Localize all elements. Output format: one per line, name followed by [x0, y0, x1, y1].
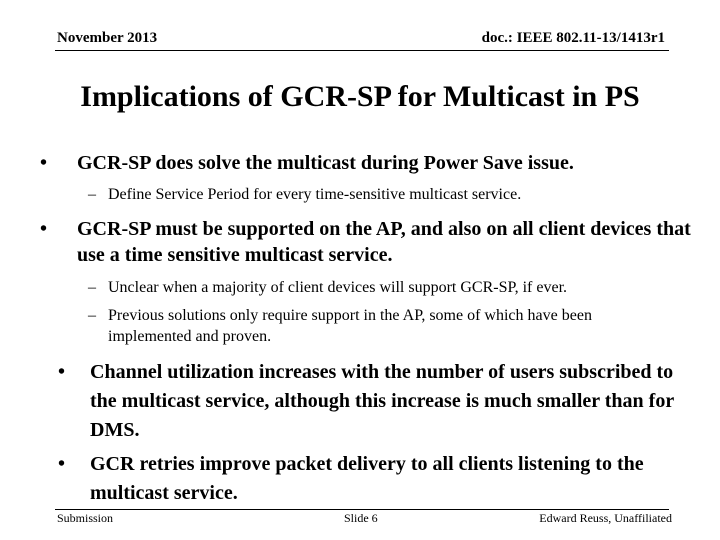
sub-bullet-text: Previous solutions only require support in the AP, some of which have been implemented and proven. [108, 307, 592, 345]
sub-bullet-marker: – [88, 186, 96, 203]
bullet-text: GCR-SP must be supported on the AP, and also on all client devices that use a time sensitive multicast service. [77, 218, 691, 266]
bullet-1 [40, 150, 700, 176]
footer-author: Edward Reuss, Unaffiliated [539, 511, 672, 525]
sub-bullet-1-1 [88, 184, 698, 205]
bullet-marker: • [40, 218, 48, 240]
footer-submission: Submission [57, 511, 114, 525]
footer-rule [55, 509, 669, 510]
bullet-marker: • [58, 361, 66, 383]
bullet-marker: • [58, 453, 66, 475]
header-date: November 2013 [57, 30, 158, 46]
footer-slide-number: Slide 6 [344, 511, 378, 525]
slide-title: Implications of GCR-SP for Multicast in PS [80, 80, 640, 113]
sub-bullet-marker: – [88, 307, 96, 324]
bullet-2 [40, 216, 700, 268]
bullet-marker: • [40, 152, 48, 174]
header-rule [55, 50, 669, 51]
header-doc-id: doc.: IEEE 802.11-13/1413r1 [481, 30, 665, 46]
bullet-text: GCR-SP does solve the multicast during Power Save issue. [77, 152, 574, 174]
sub-bullet-2-1 [88, 277, 698, 298]
bullet-text: GCR retries improve packet delivery to all clients listening to the multicast service. [90, 453, 644, 504]
sub-bullet-marker: – [88, 279, 96, 296]
bullet-text: Channel utilization increases with the number of users subscribed to the multicast service, although this increase is much smaller than for DMS. [90, 361, 674, 441]
sub-bullet-text: Unclear when a majority of client devices will support GCR-SP, if ever. [108, 279, 568, 296]
bullet-3 [58, 358, 698, 445]
sub-bullet-text: Define Service Period for every time-sensitive multicast service. [108, 186, 522, 203]
sub-bullet-2-2 [88, 305, 678, 347]
bullet-4 [58, 450, 698, 508]
